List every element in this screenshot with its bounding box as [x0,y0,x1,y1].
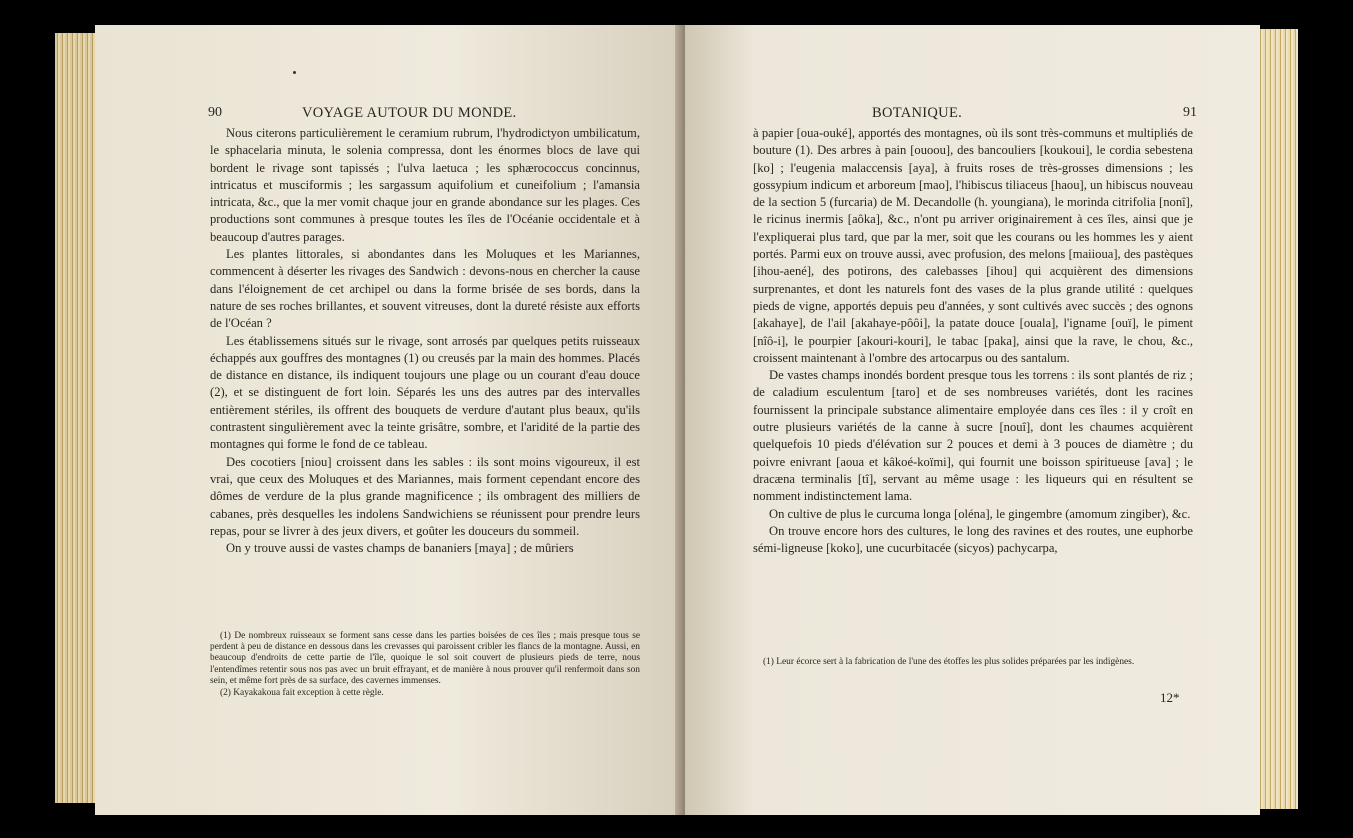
right-page [685,25,1260,815]
paragraph: On y trouve aussi de vastes champs de bananiers [maya] ; de mûriers [226,541,574,556]
paragraph: à papier [oua-ouké], apportés des montagnes, où ils sont très-communs et multipliés de bouture (1). Des arbres à pain [ouoou], des bancouliers [koukoui], le cordia sebestena [ko] ; l'eugenia malaccensis [aya], à fruits roses de très-grosses dimensions ; les gossypium indicum et arboreum [mao], l'hibiscus tiliaceus [haou], un hibiscus nouveau de la section 5 (furcaria) de M. Decandolle (h. youngiana), le morinda citrifolia [nonî], le ricinus inermis [aôka], &c., n'ont pu arriver originairement à ces îles, ainsi que je l'expliquerai plus tard, que par la mer, soit que les courans ou les hommes les y aient portés. Parmi eux on trouve aussi, avec profusion, des melons [maiioua], des pastèques [ihou-aené], des potirons, des calebasses [ihou] qui acquièrent des dimensions surprenantes, et dont les naturels font des vases de la plus grande utilité : quelques pieds de vigne, apportés depuis peu d'années, y sont cultivés avec succès ; des ognons [akahaye], de l'ail [akahaye-pôôi], la patate douce [ouala], l'igname [ouï], le piment [nîô-i], le pourpier [akouri-kouri], le tabac [paka], ainsi que la rave, le chou, &c., croissent maintenant à l'ombre des artocarpus ou des santalum. [753,126,1193,365]
body-text [753,125,1193,557]
paper-speck [293,71,296,74]
running-head: BOTANIQUE. [872,105,963,121]
paragraph: On trouve encore hors des cultures, le long des ravines et des routes, une euphorbe sémi-ligneuse [koko], une cucurbitacée (sicyos) pachycarpa, [753,523,1193,556]
footnotes [753,657,1193,669]
page-number: 91 [1183,105,1197,120]
paragraph: De vastes champs inondés bordent presque tous les torrens : ils sont plantés de riz ; de caladium esculentum [taro] et de ses nombreuses variétés, dont les racines fournissent la principale substance alimentaire employée dans ces îles : il y croît en outre plusieurs variétés de la canne à sucre [nouî], dont les chaumes acquièrent quelquefois 10 pieds d'élévation sur 2 pouces et demi à 3 pouces de diamètre ; du poivre enivrant [aoua et kâkoé-koïmi], qui fournit une boisson spiritueuse [ava] ; le dracæna terminalis [tî], servant au même usage : les liqueurs qui en résultent se nomment indistinctement lama. [753,368,1193,504]
footnote: (1) De nombreux ruisseaux se forment sans cesse dans les parties boisées de ces îles ; mais presque tous se perdent à peu de distance en dessous dans les crevasses qui paroissent cribler les flancs de la montagne. Aussi, en beaucoup d'endroits de cette partie de l'île, quoique le sol soit couvert de plusieurs pieds de terre, nous l'entendîmes retentir sous nos pas avec un bruit effrayant, et de manière à nous prouver qu'il renfermoit dans son sein, et même fort près de sa surface, des cavernes immenses. [210,631,640,686]
paragraph: Nous citerons particulièrement le ceramium rubrum, l'hydrodictyon umbilicatum, le sphacelaria minuta, le solenia compressa, dont les énormes blocs de lave qui bordent le rivage sont tapissés ; l'ulva laetuca ; les sphærococcus concinnus, intricatus et musciformis ; les sargassum aquifolium et cuneifolium ; l'amansia intricata, &c., que la mer vomit chaque jour en grande abondance sur les plages. Ces productions sont communes à presque toutes les îles de l'Océanie occidentale et à beaucoup d'autres parages. [210,126,640,244]
footnotes [210,631,640,700]
open-book [55,25,1298,815]
footnote: (2) Kayakakoua fait exception à cette règle. [220,688,384,699]
paragraph: Des cocotiers [niou] croissent dans les sables : ils sont moins vigoureux, il est vrai, que ceux des Moluques et des Mariannes, mais forment cependant encore des dômes de verdure de la plus grande magnificence ; ils ombragent des milliers de cabanes, près desquelles les indolens Sandwichiens se réunissent pour prendre leurs repas, pour se livrer à des jeux divers, et goûter les douceurs du sommeil. [210,454,640,538]
footnote: (1) Leur écorce sert à la fabrication de l'une des étoffes les plus solides préparées par les indigènes. [763,657,1135,667]
paragraph: Les établissemens situés sur le rivage, sont arrosés par quelques petits ruisseaux échappés aux gouffres des montagnes (1) ou creusés par la main des hommes. Placés de distance en distance, ils indiquent toujours une plage ou un courant d'eau douce (2), et se distinguent de fort loin. Séparés les uns des autres par des intervalles entièrement stériles, ils offrent des bouquets de verdure d'autant plus beaux, qu'ils contrastent singulièrement avec la teinte grisâtre, sombre, et l'aridité de la partie des montagnes qui forme le fond de ce tableau. [210,333,640,452]
body-text [210,125,640,557]
running-head: VOYAGE AUTOUR DU MONDE. [302,105,517,121]
page-number: 90 [208,105,222,120]
left-page [95,25,685,815]
paragraph: On cultive de plus le curcuma longa [oléna], le gingembre (amomum zingiber), &c. [769,506,1191,521]
signature-mark: 12* [1160,690,1180,705]
paragraph: Les plantes littorales, si abondantes dans les Moluques et les Mariannes, commencent à déserter les rivages des Sandwich : devons-nous en chercher la cause dans l'éloignement de cet archipel ou dans la forme brisée de ses bords, dans la nature de ses roches brillantes, et souvent vitreuses, dont la dureté résiste aux efforts de l'Océan ? [210,247,640,331]
